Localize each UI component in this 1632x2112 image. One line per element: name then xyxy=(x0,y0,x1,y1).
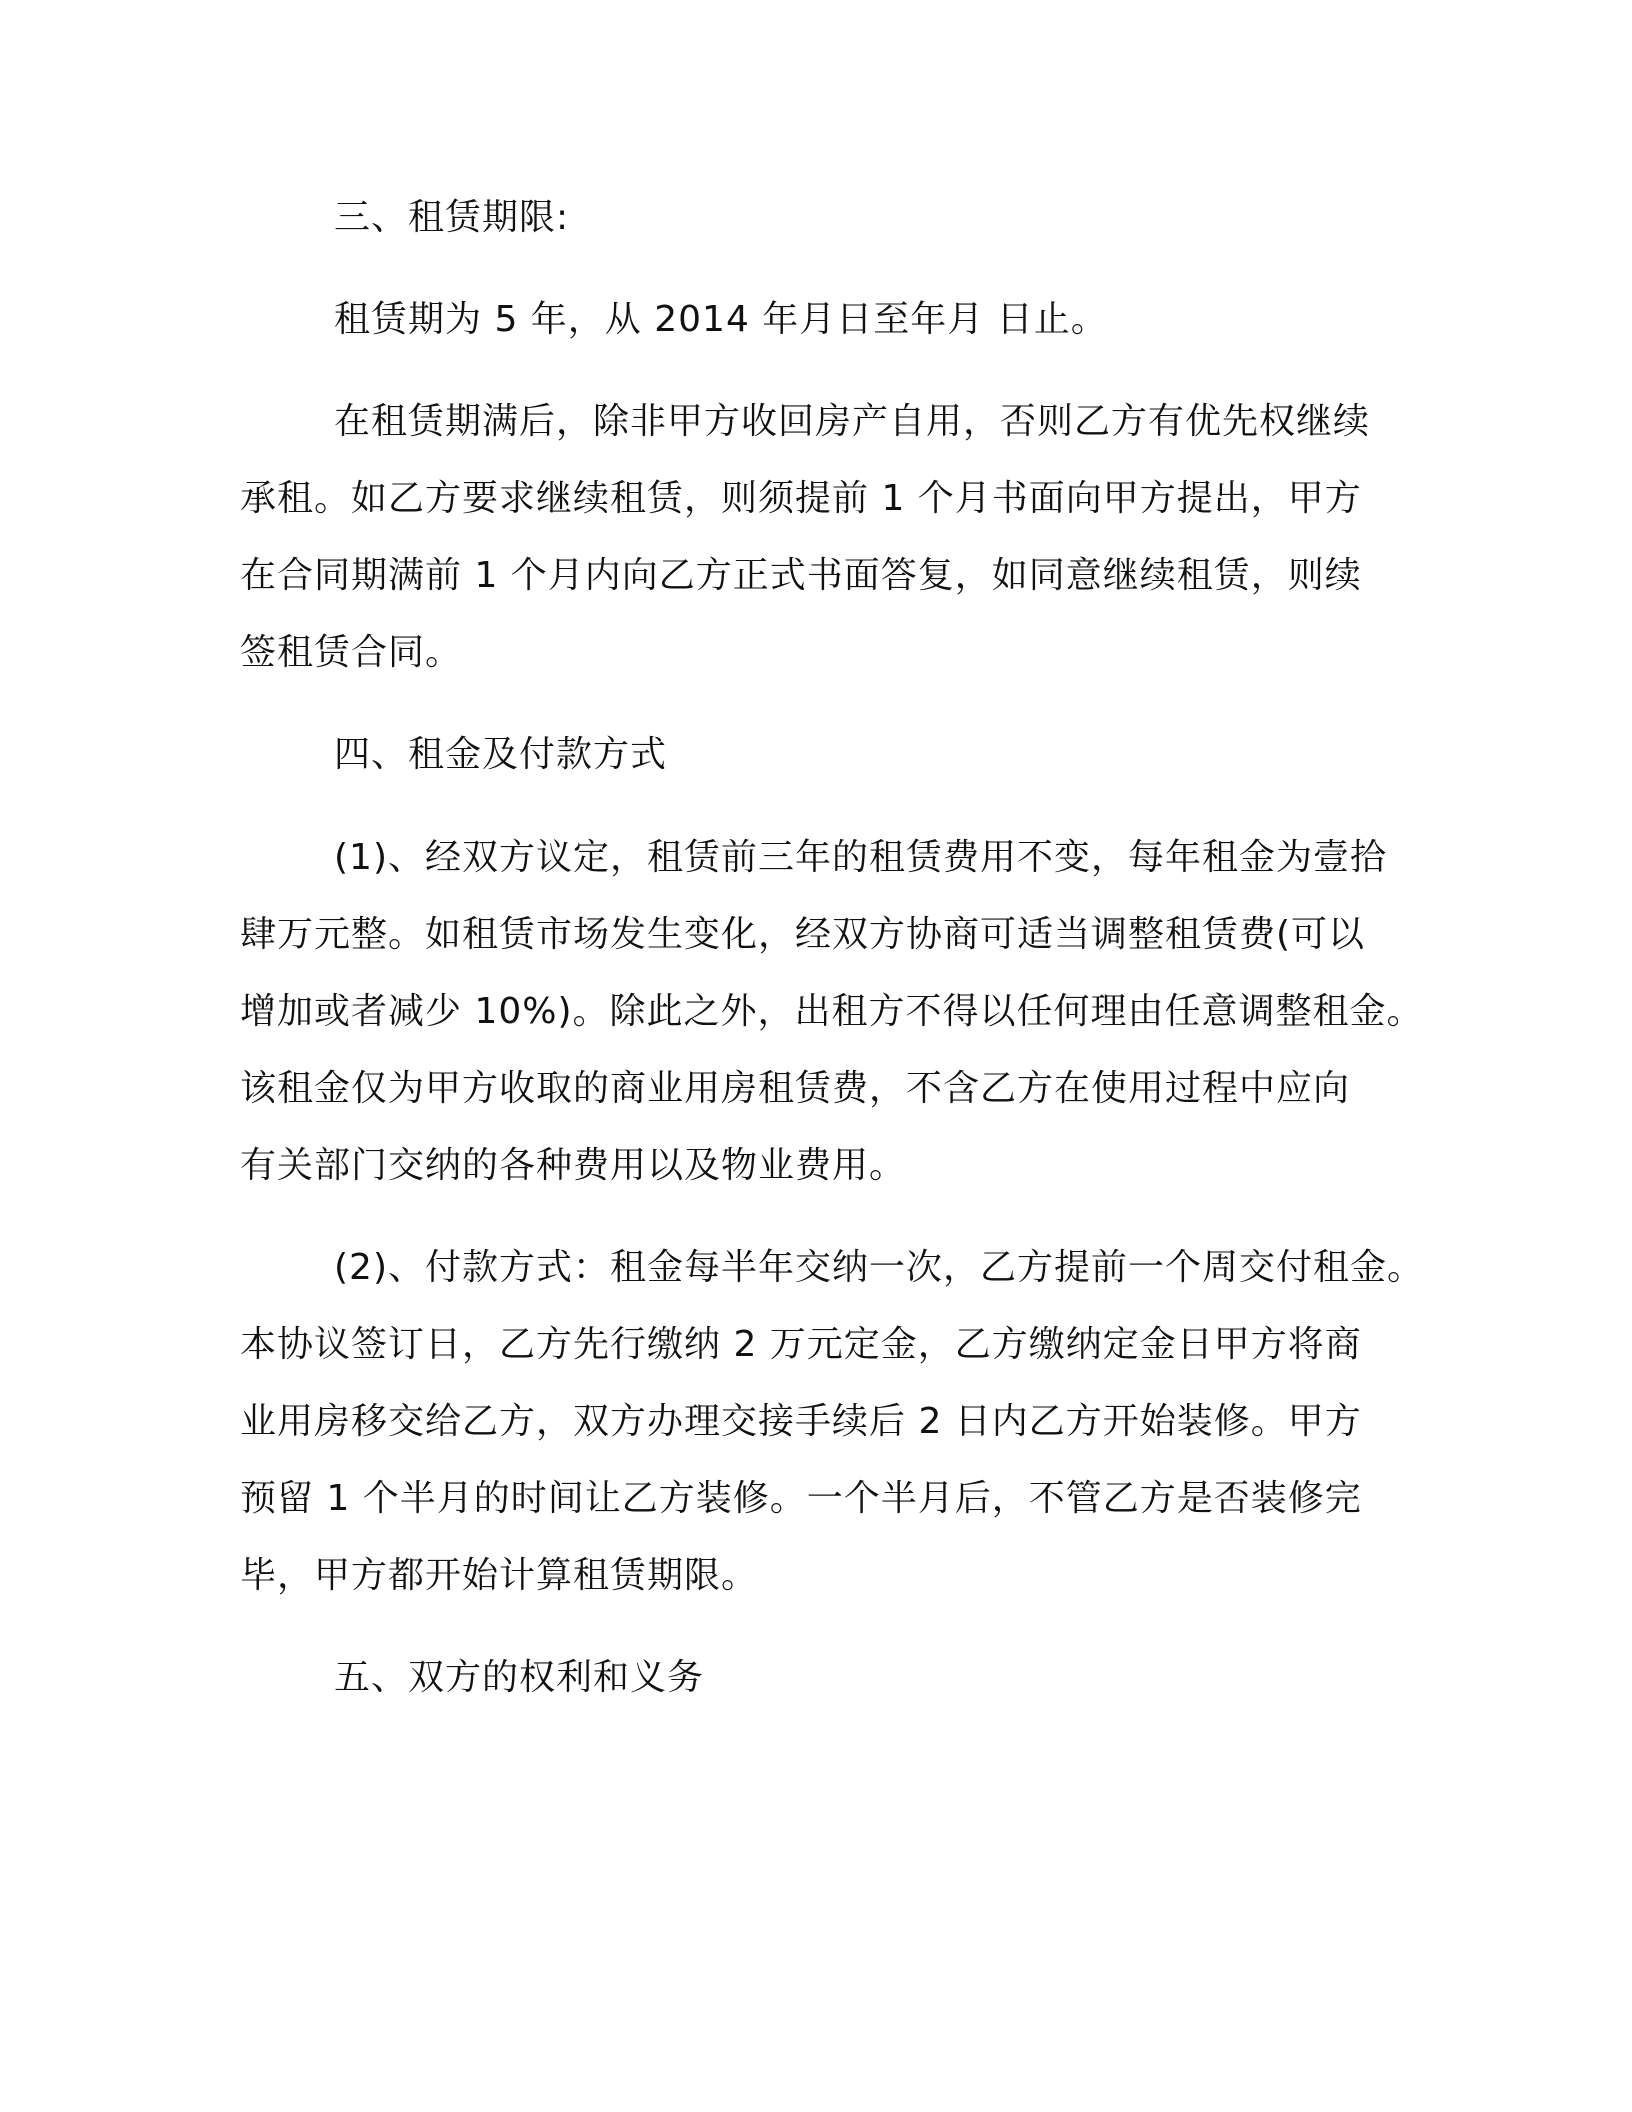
paragraph-line: 租赁期为 5 年，从 2014 年月日至年月 日止。 xyxy=(334,299,1108,340)
section-heading: 四、租金及付款方式 xyxy=(334,734,668,775)
paragraph-line: 该租金仅为甲方收取的商业用房租赁费，不含乙方在使用过程中应向 xyxy=(240,1068,1351,1109)
paragraph-line: 在租赁期满后，除非甲方收回房产自用，否则乙方有优先权继续 xyxy=(334,401,1371,442)
paragraph-line: 业用房移交给乙方，双方办理交接手续后 2 日内乙方开始装修。甲方 xyxy=(240,1401,1362,1442)
paragraph-line: 毕，甲方都开始计算租赁期限。 xyxy=(240,1555,759,1596)
paragraph-line: 在合同期满前 1 个月内向乙方正式书面答复，如同意继续租赁，则续 xyxy=(240,555,1362,596)
paragraph-line: 增加或者减少 10%)。除此之外，出租方不得以任何理由任意调整租金。 xyxy=(240,991,1424,1032)
paragraph-line: 签租赁合同。 xyxy=(240,632,463,673)
paragraph-line: 有关部门交纳的各种费用以及物业费用。 xyxy=(240,1145,907,1186)
paragraph-line: 预留 1 个半月的时间让乙方装修。一个半月后，不管乙方是否装修完 xyxy=(240,1478,1362,1519)
paragraph-line: 本协议签订日，乙方先行缴纳 2 万元定金，乙方缴纳定金日甲方将商 xyxy=(240,1324,1362,1365)
paragraph-line: 承租。如乙方要求继续租赁，则须提前 1 个月书面向甲方提出，甲方 xyxy=(240,478,1362,519)
paragraph-line: 肆万元整。如租赁市场发生变化，经双方协商可适当调整租赁费(可以 xyxy=(240,914,1366,955)
section-heading: 三、租赁期限: xyxy=(334,197,570,238)
section-heading: 五、双方的权利和义务 xyxy=(334,1657,705,1698)
paragraph-line: (1)、经双方议定，租赁前三年的租赁费用不变，每年租金为壹拾 xyxy=(334,837,1387,878)
paragraph-line: (2)、付款方式：租金每半年交纳一次，乙方提前一个周交付租金。 xyxy=(334,1247,1424,1288)
